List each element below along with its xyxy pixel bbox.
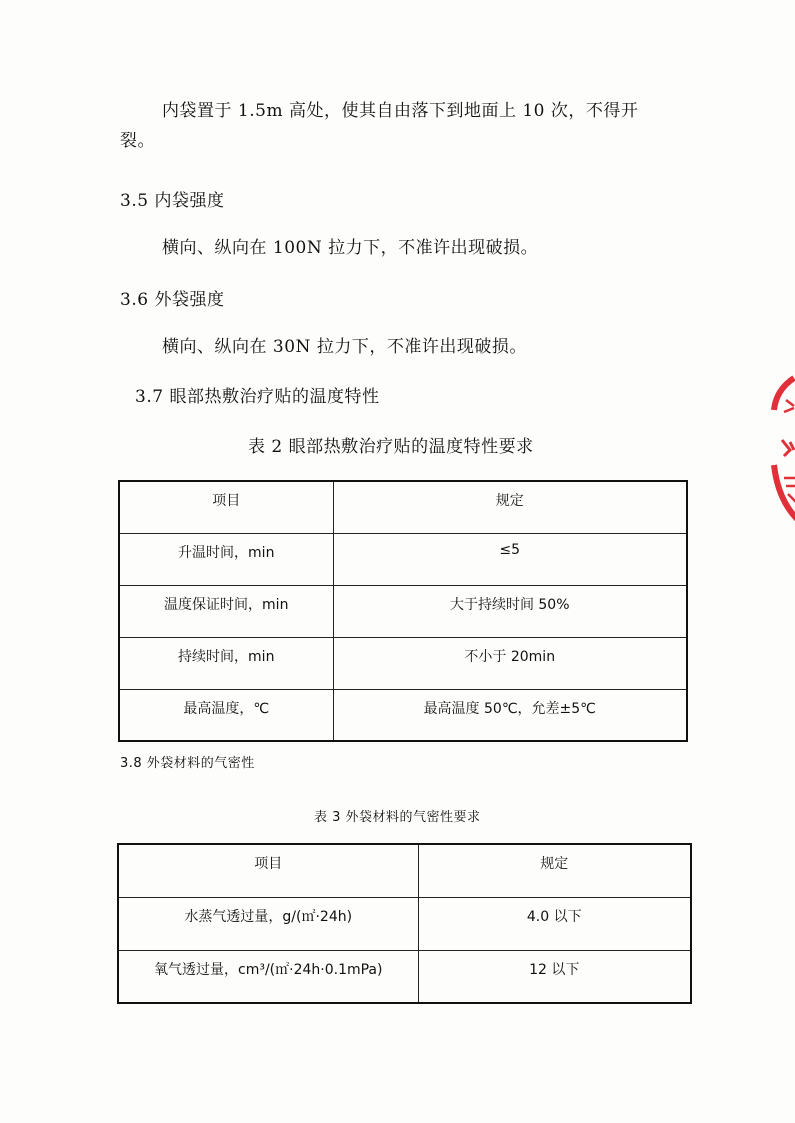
table-row [119, 689, 687, 741]
table-3-caption: 表 3 外袋材料的气密性要求 [314, 810, 481, 825]
airtightness-spec-table [117, 843, 692, 1004]
section-3-7-heading: 3.7 眼部热敷治疗贴的温度特性 [135, 387, 380, 407]
item-cell: 升温时间，min [119, 533, 333, 585]
requirement-cell: ≤5 [333, 533, 687, 585]
header-item: 项目 [118, 844, 418, 897]
table-2-caption: 表 2 眼部热敷治疗贴的温度特性要求 [248, 437, 534, 457]
temperature-spec-table [118, 480, 688, 742]
header-item: 项目 [119, 481, 333, 533]
red-seal-stamp [764, 370, 795, 530]
item-cell: 持续时间，min [119, 637, 333, 689]
table-row [119, 533, 687, 585]
table-row [119, 585, 687, 637]
section-3-6-heading: 3.6 外袋强度 [120, 290, 225, 310]
table-row [118, 897, 691, 950]
section-3-6-body: 横向、纵向在 30N 拉力下，不准许出现破损。 [162, 337, 527, 357]
item-cell: 温度保证时间，min [119, 585, 333, 637]
item-cell: 氧气透过量，cm³/(㎡·24h·0.1mPa) [118, 950, 418, 1003]
requirement-cell: 12 以下 [418, 950, 691, 1003]
drop-test-line-1: 内袋置于 1.5m 高处，使其自由落下到地面上 10 次，不得开 [162, 101, 639, 121]
table-header-row [119, 481, 687, 533]
drop-test-line-2: 裂。 [120, 131, 155, 151]
item-cell: 水蒸气透过量，g/(㎡·24h) [118, 897, 418, 950]
seal-edge-graphic [764, 370, 795, 530]
section-3-5-body: 横向、纵向在 100N 拉力下，不准许出现破损。 [162, 238, 539, 258]
section-3-8-heading: 3.8 外袋材料的气密性 [120, 756, 255, 771]
table-row [119, 637, 687, 689]
table-row [118, 950, 691, 1003]
header-requirement: 规定 [333, 481, 687, 533]
requirement-cell: 不小于 20min [333, 637, 687, 689]
item-cell: 最高温度，℃ [119, 689, 333, 741]
requirement-cell: 大于持续时间 50% [333, 585, 687, 637]
requirement-cell: 4.0 以下 [418, 897, 691, 950]
header-requirement: 规定 [418, 844, 691, 897]
table-header-row [118, 844, 691, 897]
requirement-cell: 最高温度 50℃，允差±5℃ [333, 689, 687, 741]
section-3-5-heading: 3.5 内袋强度 [120, 191, 225, 211]
